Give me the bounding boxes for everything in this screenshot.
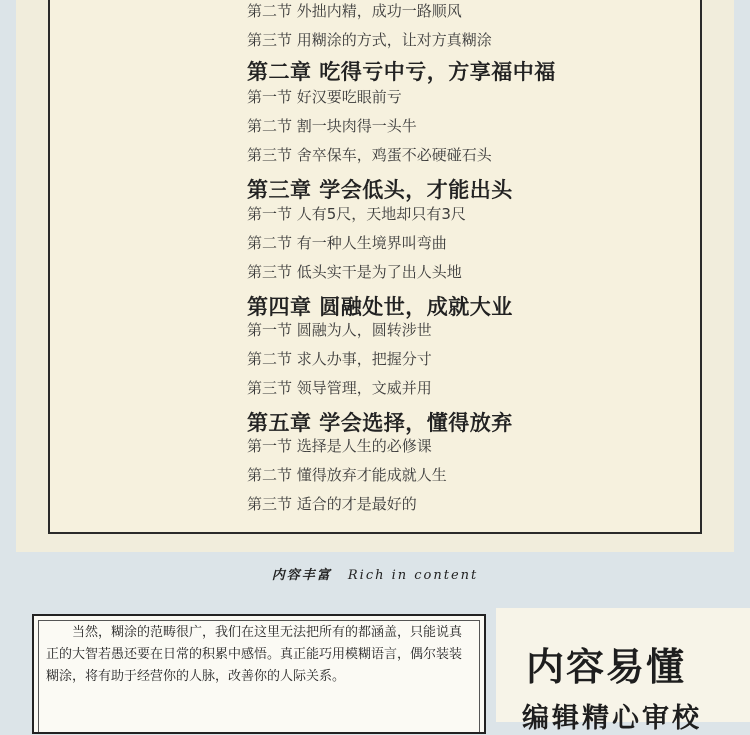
caption-english: Rich in content <box>347 568 479 583</box>
side-title: 内容易懂 <box>526 644 687 689</box>
excerpt-text: 当然，糊涂的范畴很广，我们在这里无法把所有的都涵盖，只能说真正的大智若愚还要在日常的积累中感悟。真正能巧用模糊语言，偶尔装装糊涂，将有助于经营你的人脉，改善你的人际关系。 <box>46 625 463 684</box>
toc-section-item: 第三节 适合的才是最好的 <box>247 495 417 513</box>
toc-chapter-heading: 第四章 圆融处世，成就大业 <box>247 295 513 319</box>
toc-section-item: 第三节 用糊涂的方式，让对方真糊涂 <box>247 31 492 49</box>
toc-chapter-heading: 第五章 学会选择，懂得放弃 <box>247 411 513 435</box>
toc-section-item: 第一节 好汉要吃眼前亏 <box>247 88 402 106</box>
toc-section-item: 第二节 懂得放弃才能成就人生 <box>247 466 447 484</box>
toc-section-item: 第二节 求人办事，把握分寸 <box>247 350 432 368</box>
side-subtitle: 编辑精心审校 <box>522 703 702 734</box>
toc-chapter-heading: 第三章 学会低头，才能出头 <box>247 178 513 202</box>
caption-chinese: 内容丰富 <box>271 568 332 583</box>
toc-section-item: 第一节 选择是人生的必修课 <box>247 437 432 455</box>
toc-section-item: 第二节 有一种人生境界叫弯曲 <box>247 234 447 252</box>
table-of-contents <box>48 0 702 534</box>
toc-chapter-heading: 第二章 吃得亏中亏，方享福中福 <box>247 60 556 84</box>
toc-section-item: 第二节 割一块肉得一头牛 <box>247 117 417 135</box>
toc-section-item: 第三节 低头实干是为了出人头地 <box>247 263 462 281</box>
section-caption <box>0 564 750 583</box>
toc-section-item: 第三节 舍卒保车，鸡蛋不必硬碰石头 <box>247 146 492 164</box>
toc-section-item: 第三节 领导管理，文威并用 <box>247 379 432 397</box>
toc-section-item: 第二节 外拙内精，成功一路顺风 <box>247 2 462 20</box>
side-panel <box>496 608 750 734</box>
toc-section-item: 第一节 人有5尺，天地却只有3尺 <box>247 205 466 223</box>
toc-background <box>16 0 734 552</box>
excerpt-box <box>32 614 486 734</box>
toc-section-item: 第一节 圆融为人，圆转涉世 <box>247 321 432 339</box>
